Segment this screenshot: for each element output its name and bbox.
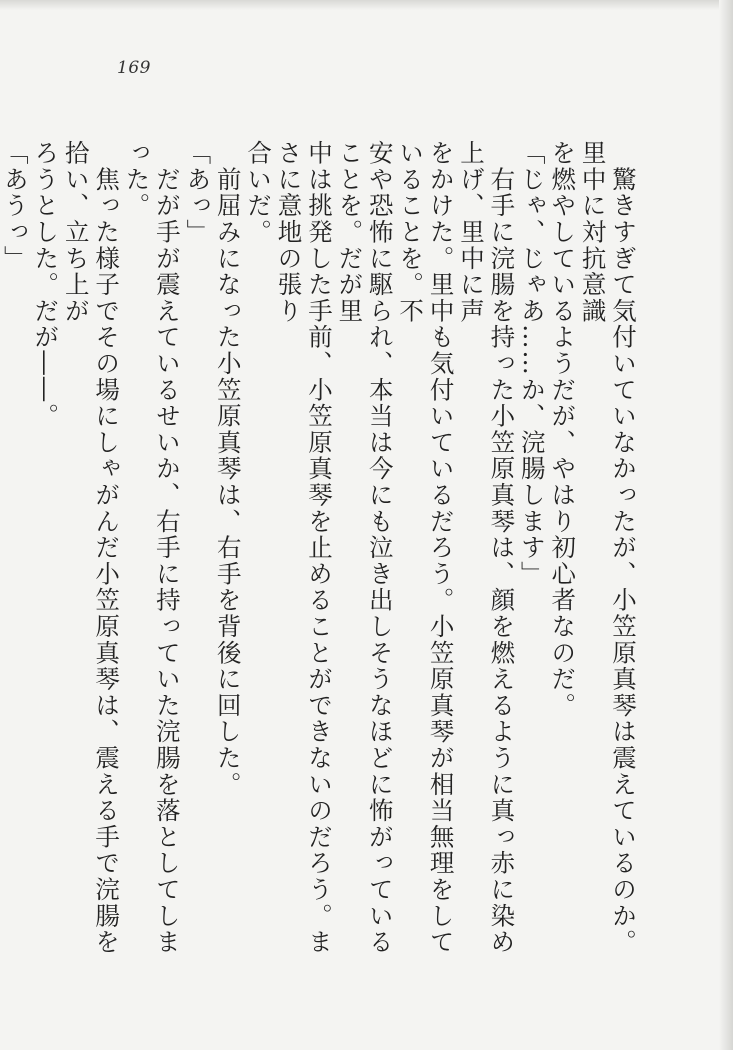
text-line: 前屈みになった小笠原真琴は、右手を背後に回した。 [213, 140, 243, 798]
text-line: だが手が震えているせいか、右手に持っていた浣腸を落としてしまった。 [122, 140, 182, 956]
page-top-edge-shadow [0, 0, 733, 10]
text-line: を燃やしているようだが、やはり初心者なのだ。 [548, 140, 578, 719]
text-line: 「じゃ、じゃあ……か、浣腸します」 [517, 140, 547, 588]
text-line: 焦った様子でその場にしゃがんだ小笠原真琴は、震える手で浣腸を拾い、立ち上が [61, 140, 122, 956]
text-line: 「あうっ」 [0, 140, 30, 272]
text-line: 中は挑発した手前、小笠原真琴を止めることができないのだろう。まさに意地の張り [274, 140, 334, 956]
text-line: 合いだ。 [244, 140, 274, 246]
text-line: ろうとした。だが――。 [31, 140, 61, 430]
text-line: 右手に浣腸を持った小笠原真琴は、顔を燃えるように真っ赤に染め上げ、里中に声 [456, 140, 517, 956]
vertical-text-body [0, 140, 638, 960]
text-line: 驚きすぎて気付いていなかったが、小笠原真琴は震えているのか。里中に対抗意識 [578, 140, 638, 956]
text-line: 安や恐怖に駆られ、本当は今にも泣き出しそうなほどに怖がっていることを。だが里 [335, 140, 395, 956]
page-number: 169 [117, 58, 151, 78]
text-line: をかけた。里中も気付いているだろう。小笠原真琴が相当無理をしていることを。不 [396, 140, 456, 956]
page-right-edge-shadow [719, 0, 733, 1050]
text-line: 「あっ」 [183, 140, 213, 246]
